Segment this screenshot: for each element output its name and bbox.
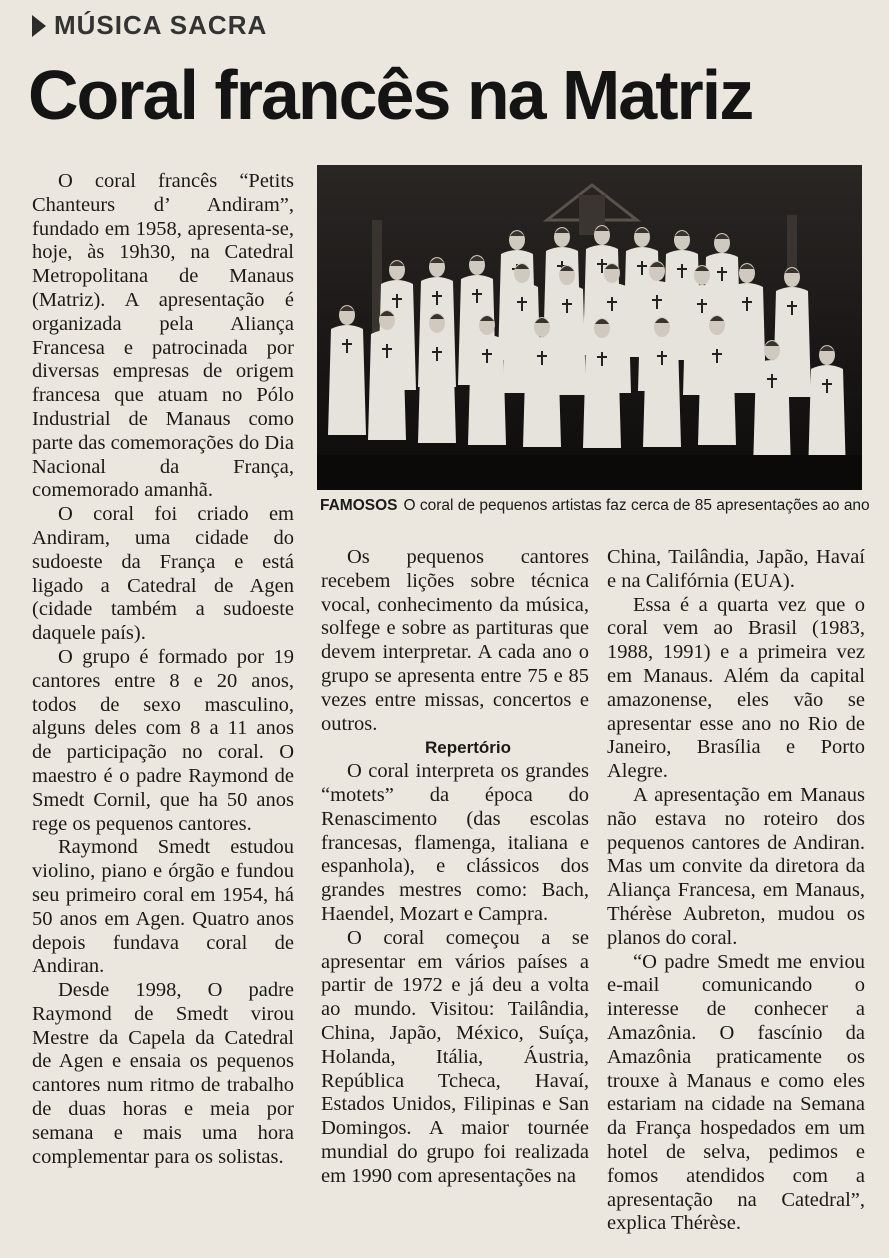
section-label: MÚSICA SACRA	[54, 10, 268, 40]
paragraph: “O padre Smedt me enviou e-mail comunicando o interesse de conhecer a Amazônia. O fascínio da Amazônia praticamente os trouxe à Manaus e como eles estariam na cidade na Semana da França hospedados em um hotel de selva, pedimos e fomos atendidos com a apresentação na Catedral”, explica Thérèse.	[607, 950, 865, 1235]
section-rubric	[32, 10, 267, 41]
paragraph: O grupo é formado por 19 cantores entre 8 e 20 anos, todos de sexo masculino, alguns deles com 8 a 11 anos de participação no coral. O maestro é o padre Raymond de Smedt Cornil, que ha 50 anos rege os pequenos cantores.	[32, 645, 294, 835]
paragraph: O coral começou a se apresentar em vários países a partir de 1972 e já deu a volta ao mundo. Visitou: Tailândia, China, Japão, México, Suíça, Holanda, Itália, Áustria, República Tcheca, Havaí, Estados Unidos, Filipinas e San Domingos. A maior tournée mundial do grupo foi realizada em 1990 com apresentações na	[321, 926, 589, 1187]
choir-photo-image	[317, 165, 862, 490]
choir-photo	[317, 165, 862, 490]
paragraph: O coral francês “Petits Chanteurs d’ Andiram”, fundado em 1958, apresenta-se, hoje, às 19h30, na Catedral Metropolitana de Manaus (Matriz). A apresentação é organizada pela Aliança Francesa e patrocinada por diversas empresas de origem francesa que atuam no Pólo Industrial de Manaus como parte das comemorações do Dia Nacional da França, comemorado amanhã.	[32, 170, 294, 502]
caption-text: O coral de pequenos artistas faz cerca de 85 apresentações ao ano	[403, 497, 870, 514]
paragraph: A apresentação em Manaus não estava no roteiro dos pequenos cantores de Andiran. Mas um convite da diretora da Aliança Francesa, em Manaus, Thérèse Aubreton, mudou os planos do coral.	[607, 783, 865, 949]
paragraph: O coral foi criado em Andiram, uma cidade do sudoeste da França e está ligado a Catedral de Agen (cidade também a sudoeste daquele país).	[32, 503, 294, 645]
paragraph: Os pequenos cantores recebem lições sobre técnica vocal, conhecimento da música, solfege e sobre as partituras que devem interpretar. A cada ano o grupo se apresenta entre 75 e 85 vezes entre missas, concertos e outros.	[321, 546, 589, 735]
article-headline: Coral francês na Matriz	[28, 56, 753, 134]
paragraph: O coral interpreta os grandes “motets” da época do Renascimento (das escolas francesas, flamenga, italiana e espanhola), e clássicos dos grandes mestres como: Bach, Haendel, Mozart e Campra.	[321, 760, 589, 925]
article-column-3	[607, 546, 865, 1236]
subheading-repertorio: Repertório	[425, 738, 511, 758]
paragraph: Raymond Smedt estudou violino, piano e órgão e fundou seu primeiro coral em 1954, há 50 anos em Agen. Quatro anos depois fundava coral de Andiran.	[32, 836, 294, 978]
paragraph: China, Tailândia, Japão, Havaí e na Califórnia (EUA).	[607, 546, 865, 592]
play-arrow-icon	[32, 15, 46, 37]
paragraph: Desde 1998, O padre Raymond de Smedt virou Mestre da Capela da Catedral de Agen e ensaia os pequenos cantores num ritmo de trabalho de duas horas e meia por semana e mais uma hora complementar para os solistas.	[32, 979, 294, 1168]
article-column-2	[321, 546, 589, 1189]
photo-caption	[320, 497, 870, 515]
article-column-1	[32, 170, 294, 1169]
paragraph: Essa é a quarta vez que o coral vem ao Brasil (1983, 1988, 1991) e a primeira vez em Manaus. Além da capital amazonense, eles vão se apresentar esse ano no Rio de Janeiro, Brasília e Porto Alegre.	[607, 593, 865, 783]
caption-lead: FAMOSOS	[320, 497, 398, 514]
